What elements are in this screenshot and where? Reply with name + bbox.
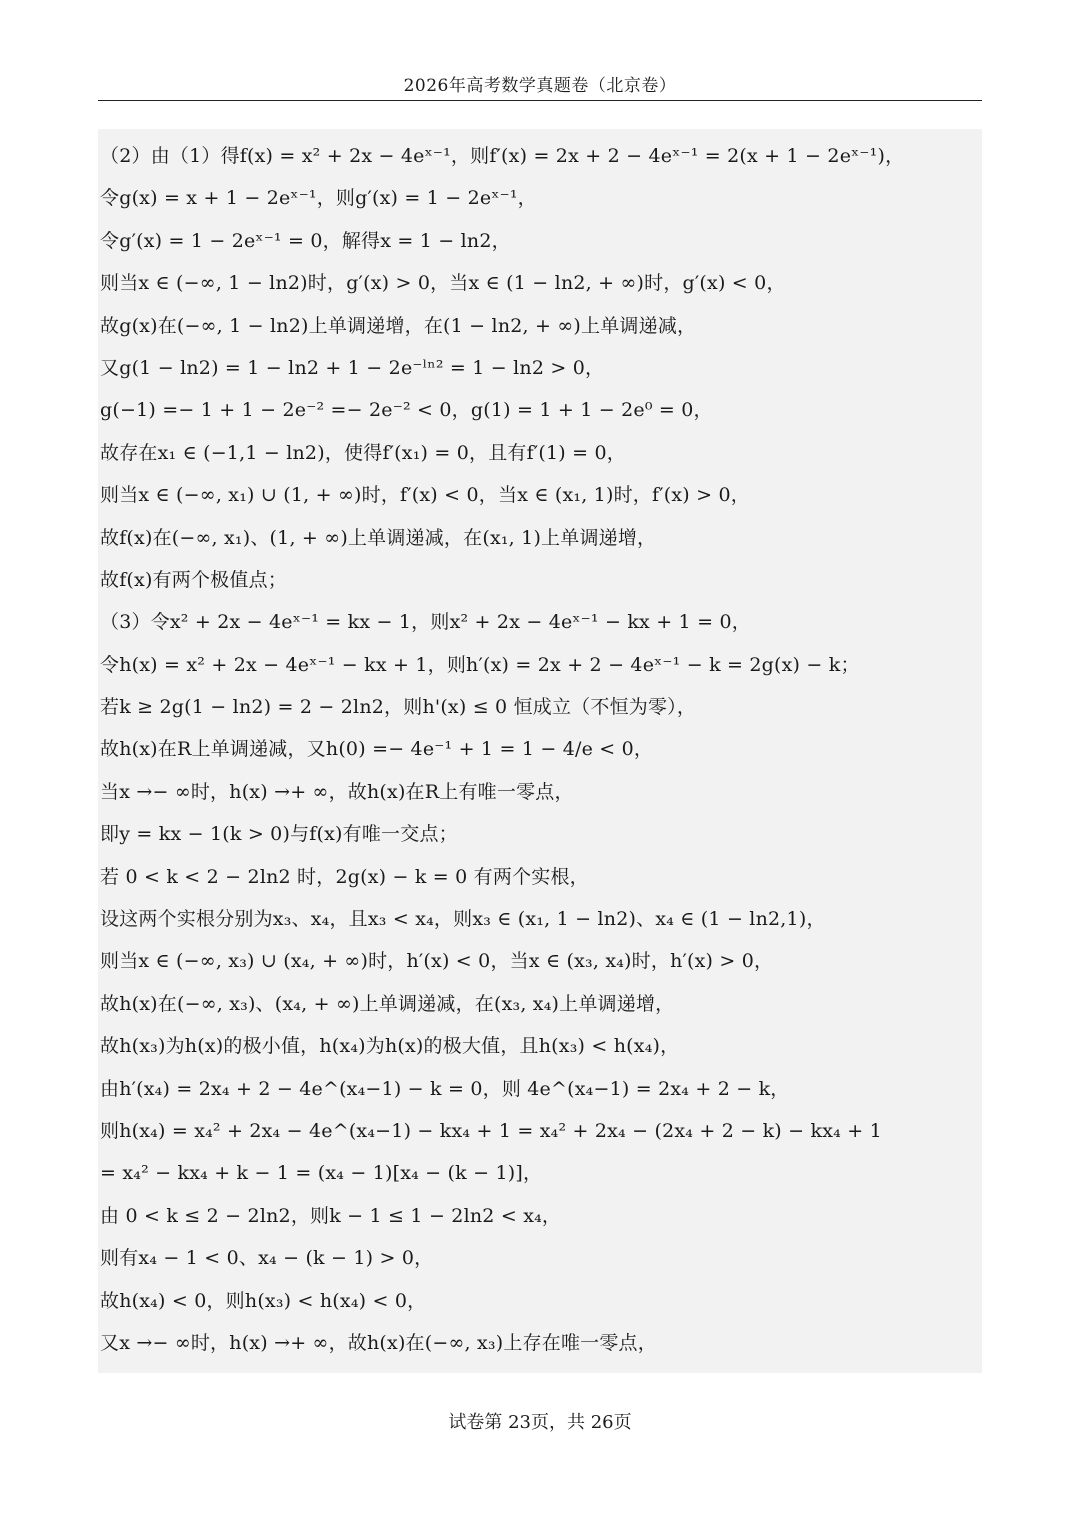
page-number: 试卷第 23页，共 26页 (448, 1412, 632, 1433)
solution-line: 故f(x)有两个极值点； (100, 568, 287, 591)
solution-line: （2）由（1）得f(x) = x² + 2x − 4eˣ⁻¹，则f′(x) = 2x + 2 − 4eˣ⁻¹ = 2(x + 1 − 2eˣ⁻¹)， (100, 145, 905, 167)
solution-line: （3）令x² + 2x − 4eˣ⁻¹ = kx − 1，则x² + 2x − 4eˣ⁻¹ − kx + 1 = 0， (100, 611, 751, 634)
solution-line: 故h(x₄) < 0，则h(x₃) < h(x₄) < 0， (100, 1289, 427, 1312)
solution-line: 若 0 < k < 2 − 2ln2 时，2g(x) − k = 0 有两个实根， (100, 865, 589, 888)
solution-line: 若k ≥ 2g(1 − ln2) = 2 − 2ln2，则h'(x) ≤ 0 恒成立（不恒为零）， (100, 696, 697, 719)
solution-line: 则有x₄ − 1 < 0、x₄ − (k − 1) > 0， (100, 1247, 434, 1270)
solution-line: 故h(x)在R上单调递减，又h(0) =− 4e⁻¹ + 1 = 1 − 4/e < 0， (100, 738, 654, 761)
solution-line: 当x →− ∞时，h(x) →+ ∞，故h(x)在R上有唯一零点， (100, 780, 574, 803)
solution-line: 故f(x)在(−∞, x₁)、(1, + ∞)上单调递减，在(x₁, 1)上单调递增， (100, 526, 657, 549)
page-footer (0, 1410, 1080, 1436)
solution-line: 则当x ∈ (−∞, x₃) ∪ (x₄, + ∞)时，h′(x) < 0，当x ∈ (x₃, x₄)时，h′(x) > 0， (100, 950, 774, 973)
header-title: 2026年高考数学真题卷（北京卷） (403, 76, 677, 96)
solution-line: 由h′(x₄) = 2x₄ + 2 − 4e^(x₄−1) − k = 0，则 4e^(x₄−1) = 2x₄ + 2 − k， (100, 1077, 790, 1100)
solution-line: 令g(x) = x + 1 − 2eˣ⁻¹，则g′(x) = 1 − 2eˣ⁻¹， (100, 187, 537, 210)
solution-line: 故存在x₁ ∈ (−1,1 − ln2)，使得f′(x₁) = 0，且有f′(1) = 0， (100, 441, 626, 464)
solution-line: 故h(x₃)为h(x)的极小值，h(x₄)为h(x)的极大值，且h(x₃) < h(x₄)， (100, 1035, 680, 1058)
solution-line: 则当x ∈ (−∞, x₁) ∪ (1, + ∞)时，f′(x) < 0，当x ∈ (x₁, 1)时，f′(x) > 0， (100, 484, 750, 507)
solution-line: 令h(x) = x² + 2x − 4eˣ⁻¹ − kx + 1，则h′(x) = 2x + 2 − 4eˣ⁻¹ − k = 2g(x) − k； (100, 653, 860, 676)
solution-line: 则h(x₄) = x₄² + 2x₄ − 4e^(x₄−1) − kx₄ + 1 = x₄² + 2x₄ − (2x₄ + 2 − k) − kx₄ + 1 (100, 1119, 882, 1142)
solution-line: 又g(1 − ln2) = 1 − ln2 + 1 − 2e⁻ˡⁿ² = 1 − ln2 > 0， (100, 356, 605, 379)
solution-line: 故g(x)在(−∞, 1 − ln2)上单调递增，在(1 − ln2, + ∞)上单调递减， (100, 314, 697, 337)
solution-line: 则当x ∈ (−∞, 1 − ln2)时，g′(x) > 0，当x ∈ (1 − ln2, + ∞)时，g′(x) < 0， (100, 272, 786, 295)
solution-line: 由 0 < k ≤ 2 − 2ln2，则k − 1 ≤ 1 − 2ln2 < x₄， (100, 1204, 562, 1227)
solution-body (98, 129, 982, 1373)
solution-line: = x₄² − kx₄ + k − 1 = (x₄ − 1)[x₄ − (k − 1)]， (100, 1162, 543, 1185)
solution-line: 又x →− ∞时，h(x) →+ ∞，故h(x)在(−∞, x₃)上存在唯一零点， (100, 1331, 657, 1354)
solution-line: g(−1) =− 1 + 1 − 2e⁻² =− 2e⁻² < 0，g(1) = 1 + 1 − 2e⁰ = 0， (100, 399, 713, 422)
page-header (98, 74, 982, 101)
solution-line: 即y = kx − 1(k > 0)与f(x)有唯一交点； (100, 823, 458, 846)
solution-line: 故h(x)在(−∞, x₃)、(x₄, + ∞)上单调递减，在(x₃, x₄)上单调递增， (100, 992, 675, 1015)
solution-line: 令g′(x) = 1 − 2eˣ⁻¹ = 0，解得x = 1 − ln2， (100, 229, 511, 252)
solution-line: 设这两个实根分别为x₃、x₄，且x₃ < x₄，则x₃ ∈ (x₁, 1 − ln2)、x₄ ∈ (1 − ln2,1)， (100, 908, 826, 931)
